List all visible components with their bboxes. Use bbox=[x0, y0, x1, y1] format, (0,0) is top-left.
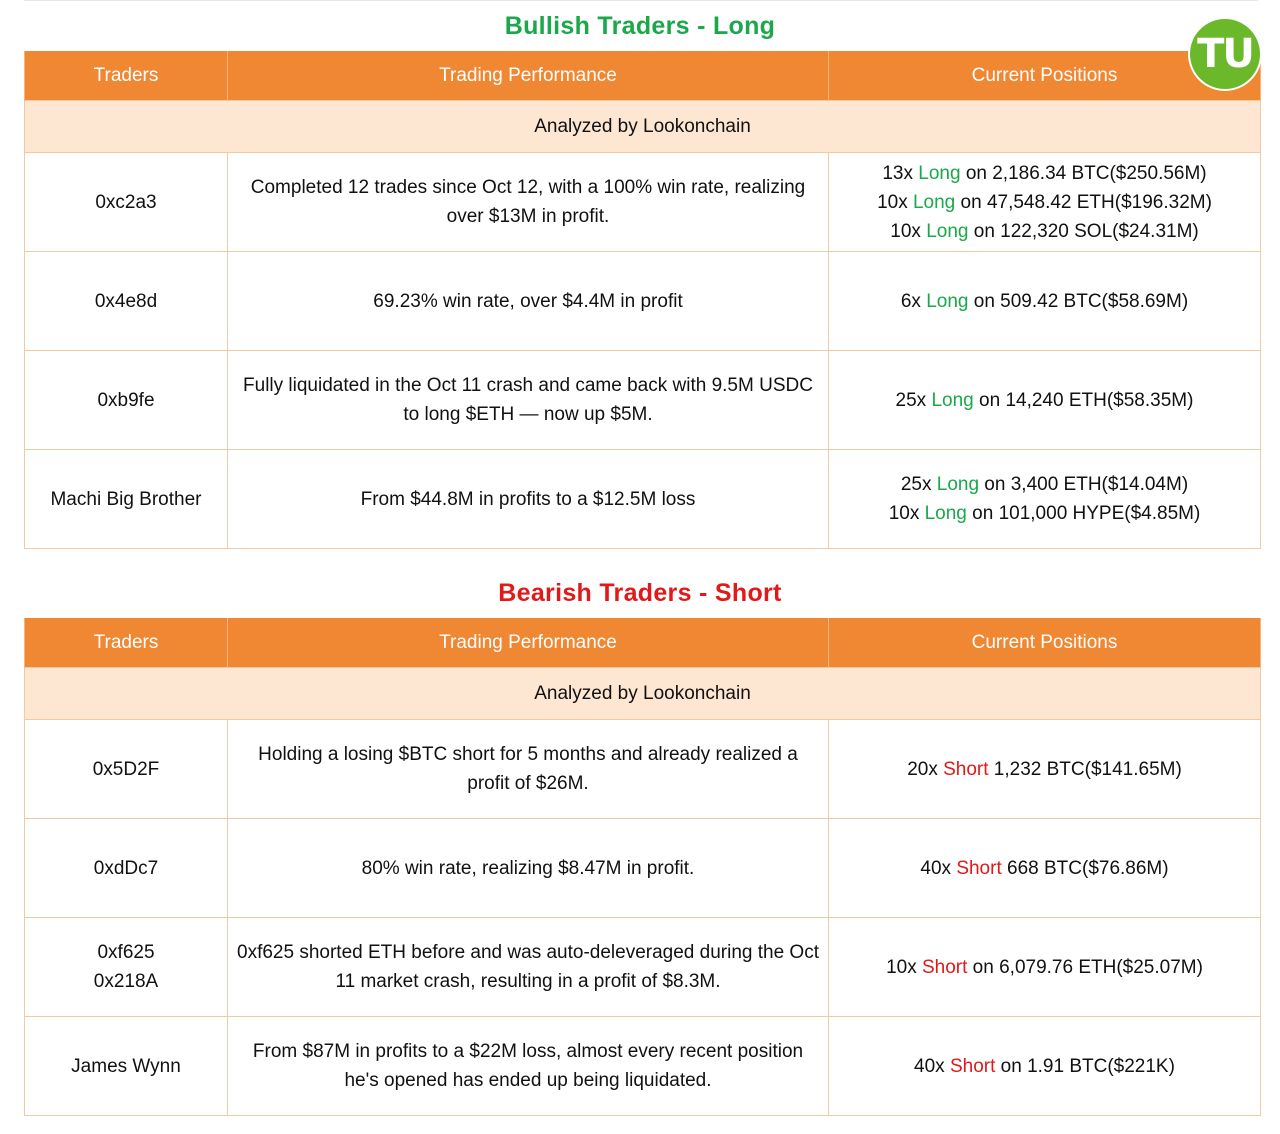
trader-cell bbox=[25, 450, 228, 549]
current-positions-cell bbox=[829, 153, 1261, 252]
long-label: Long bbox=[931, 389, 974, 411]
bullish-traders-table bbox=[24, 51, 1261, 549]
long-label: Long bbox=[924, 503, 967, 524]
position-detail: on 14,240 ETH($58.35M) bbox=[973, 389, 1194, 411]
trader-cell bbox=[25, 918, 228, 1017]
short-label: Short bbox=[943, 758, 989, 780]
analyzed-by-label: Analyzed by Lookonchain bbox=[25, 101, 1261, 153]
trader-address: Machi Big Brother bbox=[50, 488, 202, 510]
trading-performance-cell: 69.23% win rate, over $4.4M in profit bbox=[228, 252, 829, 351]
position-detail: on 47,548.42 ETH($196.32M) bbox=[955, 191, 1212, 213]
position-line bbox=[837, 755, 1252, 784]
position-detail: on 122,320 SOL($24.31M) bbox=[968, 220, 1199, 242]
leverage: 40x bbox=[920, 857, 957, 879]
current-positions-cell bbox=[829, 819, 1261, 918]
leverage: 6x bbox=[900, 290, 927, 312]
leverage: 40x bbox=[914, 1055, 950, 1077]
table-row bbox=[25, 720, 1261, 819]
position-line bbox=[837, 386, 1252, 415]
trader-address: 0x218A bbox=[93, 971, 159, 992]
trader-cell bbox=[25, 1017, 228, 1116]
trader-address: 0x5D2F bbox=[92, 758, 160, 780]
current-positions-cell bbox=[829, 351, 1261, 450]
position-line bbox=[837, 188, 1252, 217]
leverage: 20x bbox=[907, 758, 944, 780]
trading-performance-cell: 80% win rate, realizing $8.47M in profit. bbox=[228, 819, 829, 918]
trading-performance-cell: From $44.8M in profits to a $12.5M loss bbox=[228, 450, 829, 549]
table-row bbox=[25, 450, 1261, 549]
current-positions-cell bbox=[829, 1017, 1261, 1116]
analyzed-by-label: Analyzed by Lookonchain bbox=[25, 668, 1261, 720]
table-header-row bbox=[25, 51, 1261, 101]
short-label: Short bbox=[949, 1055, 996, 1077]
header-current-positions: Current Positions bbox=[829, 51, 1261, 101]
trader-address: 0xf625 bbox=[97, 942, 155, 963]
position-detail: on 2,186.34 BTC($250.56M) bbox=[960, 162, 1207, 184]
short-label: Short bbox=[956, 857, 1002, 879]
position-line bbox=[837, 854, 1252, 883]
leverage: 10x bbox=[888, 503, 925, 524]
header-trading-performance: Trading Performance bbox=[228, 51, 829, 101]
position-detail: 668 BTC($76.86M) bbox=[1001, 857, 1169, 879]
leverage: 10x bbox=[886, 956, 922, 978]
position-detail: on 6,079.76 ETH($25.07M) bbox=[967, 956, 1203, 978]
trader-address: 0x4e8d bbox=[94, 290, 158, 312]
header-traders: Traders bbox=[25, 51, 228, 101]
table-row bbox=[25, 252, 1261, 351]
trader-address: James Wynn bbox=[71, 1055, 181, 1077]
bearish-traders-table bbox=[24, 618, 1261, 1116]
trading-performance-cell: Fully liquidated in the Oct 11 crash and came back with 9.5M USDC to long $ETH — now up $5M. bbox=[228, 351, 829, 450]
long-label: Long bbox=[936, 474, 980, 495]
position-detail: on 1.91 BTC($221K) bbox=[995, 1055, 1175, 1077]
trader-address: 0xb9fe bbox=[97, 389, 155, 411]
table-row bbox=[25, 351, 1261, 450]
current-positions-cell bbox=[829, 720, 1261, 819]
position-detail: 1,232 BTC($141.65M) bbox=[988, 758, 1182, 780]
header-traders: Traders bbox=[25, 618, 228, 668]
position-detail: on 101,000 HYPE($4.85M) bbox=[966, 503, 1201, 524]
analyzed-row bbox=[25, 101, 1261, 153]
long-label: Long bbox=[918, 162, 961, 184]
position-line bbox=[837, 499, 1252, 528]
header-current-positions: Current Positions bbox=[829, 618, 1261, 668]
current-positions-cell bbox=[829, 450, 1261, 549]
tu-logo: TU bbox=[1190, 19, 1260, 89]
long-label: Long bbox=[926, 290, 969, 312]
leverage: 10x bbox=[890, 220, 927, 242]
position-line bbox=[837, 1052, 1252, 1081]
leverage: 25x bbox=[900, 474, 937, 495]
trader-cell bbox=[25, 720, 228, 819]
leverage: 13x bbox=[882, 162, 919, 184]
table-row bbox=[25, 153, 1261, 252]
trader-cell bbox=[25, 351, 228, 450]
trader-cell bbox=[25, 153, 228, 252]
position-detail: on 509.42 BTC($58.69M) bbox=[968, 290, 1189, 312]
leverage: 25x bbox=[895, 389, 932, 411]
long-label: Long bbox=[926, 220, 969, 242]
table-header-row bbox=[25, 618, 1261, 668]
trading-performance-cell: Completed 12 trades since Oct 12, with a 100% win rate, realizing over $13M in profit. bbox=[228, 153, 829, 252]
current-positions-cell bbox=[829, 252, 1261, 351]
position-line bbox=[837, 217, 1252, 246]
position-line bbox=[837, 159, 1252, 188]
short-label: Short bbox=[921, 956, 968, 978]
trader-address: 0xc2a3 bbox=[95, 191, 157, 213]
table-row bbox=[25, 819, 1261, 918]
current-positions-cell bbox=[829, 918, 1261, 1017]
trading-performance-cell: Holding a losing $BTC short for 5 months and already realized a profit of $26M. bbox=[228, 720, 829, 819]
bullish-section-title: Bullish Traders - Long bbox=[504, 12, 776, 40]
table-row bbox=[25, 1017, 1261, 1116]
position-detail: on 3,400 ETH($14.04M) bbox=[979, 474, 1189, 495]
trader-cell bbox=[25, 252, 228, 351]
position-line bbox=[837, 953, 1252, 982]
trader-address: 0xdDc7 bbox=[93, 857, 159, 879]
leverage: 10x bbox=[877, 191, 913, 213]
trading-performance-cell: 0xf625 shorted ETH before and was auto-deleveraged during the Oct 11 market crash, resulting in a profit of $8.3M. bbox=[228, 918, 829, 1017]
bearish-section-title: Bearish Traders - Short bbox=[498, 579, 782, 607]
long-label: Long bbox=[912, 191, 956, 213]
header-trading-performance: Trading Performance bbox=[228, 618, 829, 668]
trading-performance-cell: From $87M in profits to a $22M loss, almost every recent position he's opened has ended up being liquidated. bbox=[228, 1017, 829, 1116]
position-line bbox=[837, 470, 1252, 499]
analyzed-row bbox=[25, 668, 1261, 720]
trader-cell bbox=[25, 819, 228, 918]
position-line bbox=[837, 287, 1252, 316]
top-divider bbox=[24, 0, 1258, 1]
table-row bbox=[25, 918, 1261, 1017]
